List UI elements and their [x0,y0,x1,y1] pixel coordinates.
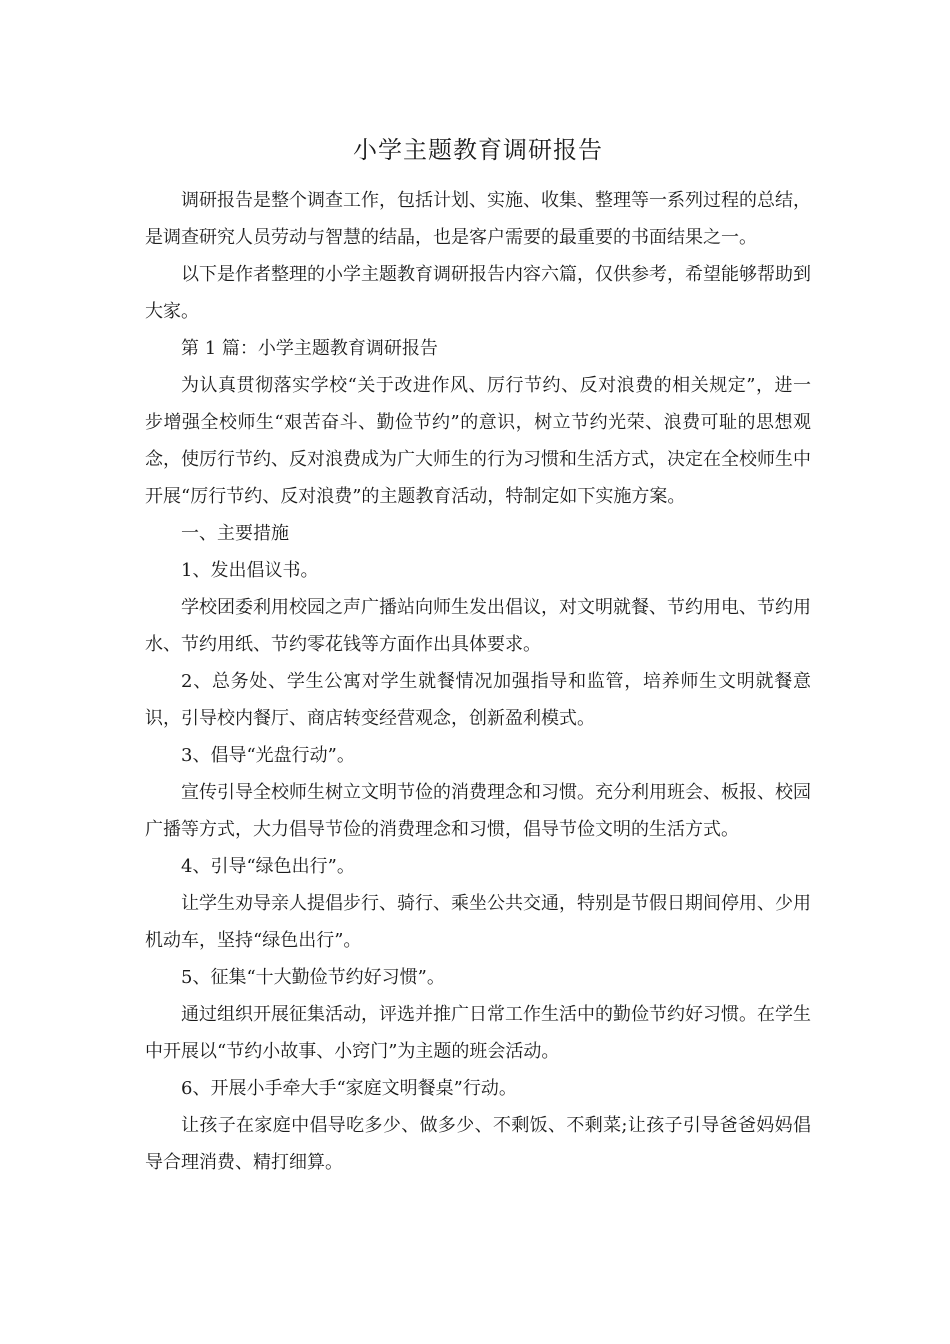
measure-heading-1: 1、发出倡议书。 [181,560,319,581]
measure-heading-6: 6、开展小手牵大手“家庭文明餐桌”行动。 [181,1078,517,1099]
paragraph-intro-2: 以下是作者整理的小学主题教育调研报告内容六篇，仅供参考，希望能够帮助到大家。 [145,264,811,322]
document-body [145,130,811,1181]
measure-text-1: 学校团委利用校园之声广播站向师生发出倡议，对文明就餐、节约用电、节约用水、节约用纸、节约零花钱等方面作出具体要求。 [145,597,811,655]
measure-text-4: 让学生劝导亲人提倡步行、骑行、乘坐公共交通，特别是节假日期间停用、少用机动车，坚持“绿色出行”。 [145,893,811,951]
measure-text-6: 让孩子在家庭中倡导吃多少、做多少、不剩饭、不剩菜;让孩子引导爸爸妈妈倡导合理消费、精打细算。 [145,1115,811,1173]
measure-heading-2: 2、总务处、学生公寓对学生就餐情况加强指导和监管，培养师生文明就餐意识，引导校内餐厅、商店转变经营观念，创新盈利模式。 [145,671,811,729]
paragraph-intro-1: 调研报告是整个调查工作，包括计划、实施、收集、整理等一系列过程的总结，是调查研究人员劳动与智慧的结晶，也是客户需要的最重要的书面结果之一。 [145,190,811,248]
paragraph-article-intro: 为认真贯彻落实学校“关于改进作风、厉行节约、反对浪费的相关规定”，进一步增强全校师生“艰苦奋斗、勤俭节约”的意识，树立节约光荣、浪费可耻的思想观念，使厉行节约、反对浪费成为广大师生的行为习惯和生活方式，决定在全校师生中开展“厉行节约、反对浪费”的主题教育活动，特制定如下实施方案。 [145,375,811,507]
measure-text-3: 宣传引导全校师生树立文明节俭的消费理念和习惯。充分利用班会、板报、校园广播等方式，大力倡导节俭的消费理念和习惯，倡导节俭文明的生活方式。 [145,782,811,840]
measure-heading-3: 3、倡导“光盘行动”。 [181,745,355,766]
section-heading-main-measures: 一、主要措施 [181,523,289,544]
document-title: 小学主题教育调研报告 [353,136,603,164]
section-heading-article-1: 第 1 篇：小学主题教育调研报告 [181,338,438,359]
measure-heading-4: 4、引导“绿色出行”。 [181,856,355,877]
measure-heading-5: 5、征集“十大勤俭节约好习惯”。 [181,967,445,988]
measure-text-5: 通过组织开展征集活动，评选并推广日常工作生活中的勤俭节约好习惯。在学生中开展以“节约小故事、小窍门”为主题的班会活动。 [145,1004,811,1062]
